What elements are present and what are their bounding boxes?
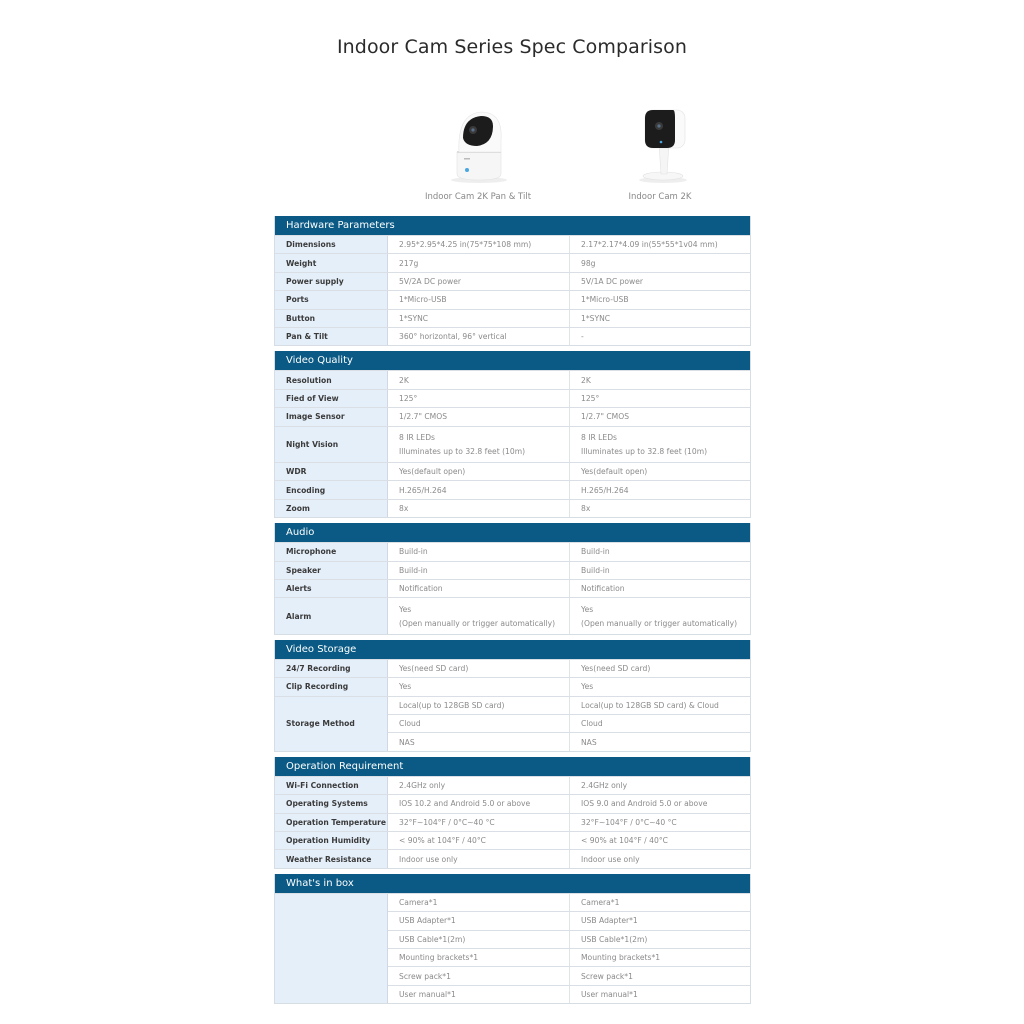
table-row: [275, 253, 750, 271]
value-indoor-cam: [569, 832, 750, 849]
value-pan-tilt: [388, 660, 569, 677]
value-pan-tilt: [388, 598, 569, 634]
row-label: Alerts: [275, 580, 388, 597]
value-pan-tilt: Camera*1: [399, 897, 438, 907]
table-row-group: [275, 893, 750, 1003]
table-row: [275, 813, 750, 831]
value-pan-tilt: Screw pack*1: [399, 971, 451, 981]
row-label: Clip Recording: [275, 678, 388, 695]
row-label: Speaker: [275, 562, 388, 579]
row-label: Storage Method: [275, 697, 388, 751]
row-label: Zoom: [275, 500, 388, 517]
value-pan-tilt: User manual*1: [399, 989, 456, 999]
table-row: [275, 499, 750, 517]
table-row-group: [275, 696, 750, 751]
value-pan-tilt: [388, 543, 569, 560]
value-text: Build-in: [399, 547, 428, 557]
table-row: [275, 849, 750, 867]
value-indoor-cam: Mounting brackets*1: [569, 949, 750, 966]
value-pan-tilt: [388, 500, 569, 517]
row-label: Weather Resistance: [275, 850, 388, 867]
value-pan-tilt: [388, 291, 569, 308]
value-pan-tilt: [388, 328, 569, 345]
value-text: Notification: [399, 584, 443, 594]
table-row: [275, 407, 750, 425]
table-row: [275, 776, 750, 794]
value-text: 1*Micro-USB: [581, 295, 629, 305]
value-pan-tilt: [388, 795, 569, 812]
value-text: Yes: [581, 682, 594, 692]
table-subrow: [388, 732, 750, 750]
row-label: Encoding: [275, 481, 388, 498]
value-text: 8x: [581, 503, 591, 513]
table-subrow: [388, 714, 750, 732]
value-pan-tilt: [388, 562, 569, 579]
table-row: [275, 309, 750, 327]
value-text: 2.4GHz only: [581, 781, 628, 790]
value-text-line2: Illuminates up to 32.8 feet (10m): [399, 446, 526, 456]
value-pan-tilt: USB Cable*1(2m): [399, 934, 466, 944]
value-pan-tilt: Local(up to 128GB SD card): [399, 700, 505, 710]
value-pan-tilt: [388, 850, 569, 867]
value-text: Yes: [399, 604, 412, 614]
value-pan-tilt: [388, 427, 569, 463]
value-text: < 90% at 104°F / 40°C: [581, 836, 668, 846]
product-indoor-cam: [569, 100, 751, 210]
row-label: Power supply: [275, 273, 388, 290]
value-text: IOS 9.0 and Android 5.0 or above: [581, 799, 708, 809]
value-indoor-cam: [569, 254, 750, 271]
value-text: 8 IR LEDs: [399, 432, 436, 442]
value-text: 360° horizontal, 96° vertical: [399, 332, 507, 342]
value-pan-tilt: [388, 236, 569, 253]
value-text: < 90% at 104°F / 40°C: [399, 836, 486, 846]
table-row: [275, 677, 750, 695]
value-indoor-cam: [569, 500, 750, 517]
value-text: 1*SYNC: [399, 313, 429, 323]
value-pan-tilt: [388, 777, 569, 794]
spec-section: [274, 351, 751, 518]
value-text: 8 IR LEDs: [581, 432, 618, 442]
table-subrow: [388, 966, 750, 984]
section-header: Video Quality: [275, 351, 750, 370]
table-row: [275, 831, 750, 849]
value-indoor-cam: [569, 291, 750, 308]
value-indoor-cam: [569, 795, 750, 812]
table-row: [275, 597, 750, 634]
product-name: Indoor Cam 2K Pan & Tilt: [424, 192, 532, 202]
value-text: Build-in: [581, 547, 610, 557]
value-text: 125°: [399, 393, 418, 403]
value-indoor-cam: [569, 371, 750, 388]
value-pan-tilt: [388, 832, 569, 849]
value-text: Yes(default open): [581, 467, 648, 477]
row-label: Wi-Fi Connection: [275, 777, 388, 794]
value-text: 5V/2A DC power: [399, 276, 462, 286]
value-indoor-cam: Local(up to 128GB SD card) & Cloud: [569, 697, 750, 714]
value-text: 217g: [399, 258, 419, 268]
value-indoor-cam: [569, 678, 750, 695]
row-label: Operation Humidity: [275, 832, 388, 849]
value-text-line2: (Open manually or trigger automatically): [399, 618, 556, 628]
value-indoor-cam: User manual*1: [569, 986, 750, 1003]
value-indoor-cam: [569, 598, 750, 634]
row-label: [275, 894, 388, 1003]
value-indoor-cam: [569, 850, 750, 867]
row-label: Button: [275, 310, 388, 327]
table-row: [275, 389, 750, 407]
value-indoor-cam: [569, 328, 750, 345]
row-label: Operation Temperature: [275, 814, 388, 831]
table-subrow: [388, 985, 750, 1003]
row-label: WDR: [275, 463, 388, 480]
value-pan-tilt: Mounting brackets*1: [399, 953, 479, 963]
value-text: 2.4GHz only: [399, 781, 446, 790]
value-indoor-cam: Cloud: [569, 715, 750, 732]
table-row: [275, 462, 750, 480]
row-label: Operating Systems: [275, 795, 388, 812]
pan-tilt-camera-image: [433, 100, 523, 186]
table-row: [275, 480, 750, 498]
value-pan-tilt: [388, 463, 569, 480]
value-indoor-cam: [569, 310, 750, 327]
value-pan-tilt: [388, 678, 569, 695]
table-row: [275, 659, 750, 677]
value-indoor-cam: USB Adapter*1: [569, 912, 750, 929]
spec-section: [274, 640, 751, 752]
section-header: Audio: [275, 523, 750, 542]
table-row: [275, 426, 750, 463]
value-text: 2.17*2.17*4.09 in(55*55*1v04 mm): [581, 240, 718, 250]
table-row: [275, 290, 750, 308]
value-pan-tilt: [388, 481, 569, 498]
value-indoor-cam: Camera*1: [569, 894, 750, 911]
value-text: H.265/H.264: [581, 485, 629, 495]
product-header: [387, 100, 750, 210]
value-indoor-cam: [569, 463, 750, 480]
row-label: Image Sensor: [275, 408, 388, 425]
value-text: Yes(default open): [399, 467, 466, 477]
value-text: 32°F~104°F / 0°C~40 °C: [581, 817, 677, 827]
value-text: Indoor use only: [581, 854, 640, 864]
value-text: IOS 10.2 and Android 5.0 or above: [399, 799, 531, 809]
value-text: H.265/H.264: [399, 485, 447, 495]
indoor-camera-image: [615, 100, 705, 186]
value-text: 98g: [581, 258, 596, 268]
value-text: 5V/1A DC power: [581, 276, 644, 286]
section-header: Video Storage: [275, 640, 750, 659]
value-text: 125°: [581, 393, 600, 403]
value-indoor-cam: [569, 580, 750, 597]
value-text: Indoor use only: [399, 854, 458, 864]
value-indoor-cam: [569, 273, 750, 290]
product-name: Indoor Cam 2K: [628, 192, 692, 202]
value-text: 1*Micro-USB: [399, 295, 447, 305]
value-text: 2K: [581, 375, 591, 385]
value-text: 32°F~104°F / 0°C~40 °C: [399, 817, 495, 827]
spec-section: [274, 874, 751, 1004]
value-indoor-cam: [569, 562, 750, 579]
value-text: 1/2.7" CMOS: [399, 412, 448, 422]
row-label: Dimensions: [275, 236, 388, 253]
row-label: Weight: [275, 254, 388, 271]
table-subrow: [388, 697, 750, 714]
spec-comparison-table: [274, 216, 751, 1009]
value-text: 2K: [399, 375, 409, 385]
table-row: [275, 370, 750, 388]
value-indoor-cam: [569, 427, 750, 463]
table-row: [275, 579, 750, 597]
value-text: -: [581, 332, 584, 342]
table-row: [275, 272, 750, 290]
value-indoor-cam: NAS: [569, 733, 750, 750]
row-label: 24/7 Recording: [275, 660, 388, 677]
section-header: Operation Requirement: [275, 757, 750, 776]
value-text-line2: (Open manually or trigger automatically): [581, 618, 738, 628]
value-pan-tilt: [388, 580, 569, 597]
value-text: Notification: [581, 584, 625, 594]
table-row: [275, 327, 750, 345]
value-indoor-cam: [569, 814, 750, 831]
table-subrow: [388, 894, 750, 911]
value-indoor-cam: [569, 543, 750, 560]
value-pan-tilt: [388, 814, 569, 831]
value-text: 1/2.7" CMOS: [581, 412, 630, 422]
spec-section: [274, 757, 751, 869]
product-pan-tilt: [387, 100, 569, 210]
value-indoor-cam: USB Cable*1(2m): [569, 931, 750, 948]
value-indoor-cam: [569, 481, 750, 498]
section-header: What's in box: [275, 874, 750, 893]
row-label: Pan & Tilt: [275, 328, 388, 345]
value-text: 1*SYNC: [581, 313, 611, 323]
value-pan-tilt: USB Adapter*1: [399, 916, 456, 926]
value-text: Build-in: [581, 565, 610, 575]
row-label: Ports: [275, 291, 388, 308]
value-indoor-cam: [569, 777, 750, 794]
value-pan-tilt: NAS: [399, 737, 415, 747]
spec-section: [274, 216, 751, 346]
spec-section: [274, 523, 751, 635]
value-text: Yes: [399, 682, 412, 692]
table-row: [275, 542, 750, 560]
row-label: Fied of View: [275, 390, 388, 407]
value-text-line2: Illuminates up to 32.8 feet (10m): [581, 446, 708, 456]
value-indoor-cam: [569, 236, 750, 253]
value-text: Yes(need SD card): [581, 664, 651, 674]
table-subrow: [388, 911, 750, 929]
value-indoor-cam: [569, 390, 750, 407]
value-pan-tilt: [388, 273, 569, 290]
value-text: Build-in: [399, 565, 428, 575]
row-label: Microphone: [275, 543, 388, 560]
value-text: 2.95*2.95*4.25 in(75*75*108 mm): [399, 240, 532, 250]
value-pan-tilt: Cloud: [399, 719, 421, 729]
value-pan-tilt: [388, 310, 569, 327]
table-row: [275, 235, 750, 253]
section-header: Hardware Parameters: [275, 216, 750, 235]
value-indoor-cam: [569, 408, 750, 425]
table-row: [275, 561, 750, 579]
value-indoor-cam: Screw pack*1: [569, 967, 750, 984]
value-text: Yes: [581, 604, 594, 614]
value-indoor-cam: [569, 660, 750, 677]
value-pan-tilt: [388, 254, 569, 271]
value-pan-tilt: [388, 408, 569, 425]
value-text: Yes(need SD card): [399, 664, 469, 674]
table-row: [275, 794, 750, 812]
row-label: Resolution: [275, 371, 388, 388]
table-subrow: [388, 948, 750, 966]
value-pan-tilt: [388, 390, 569, 407]
row-label: Night Vision: [275, 427, 388, 463]
table-subrow: [388, 930, 750, 948]
page-title: Indoor Cam Series Spec Comparison: [336, 36, 688, 58]
value-text: 8x: [399, 503, 409, 513]
row-label: Alarm: [275, 598, 388, 634]
value-pan-tilt: [388, 371, 569, 388]
